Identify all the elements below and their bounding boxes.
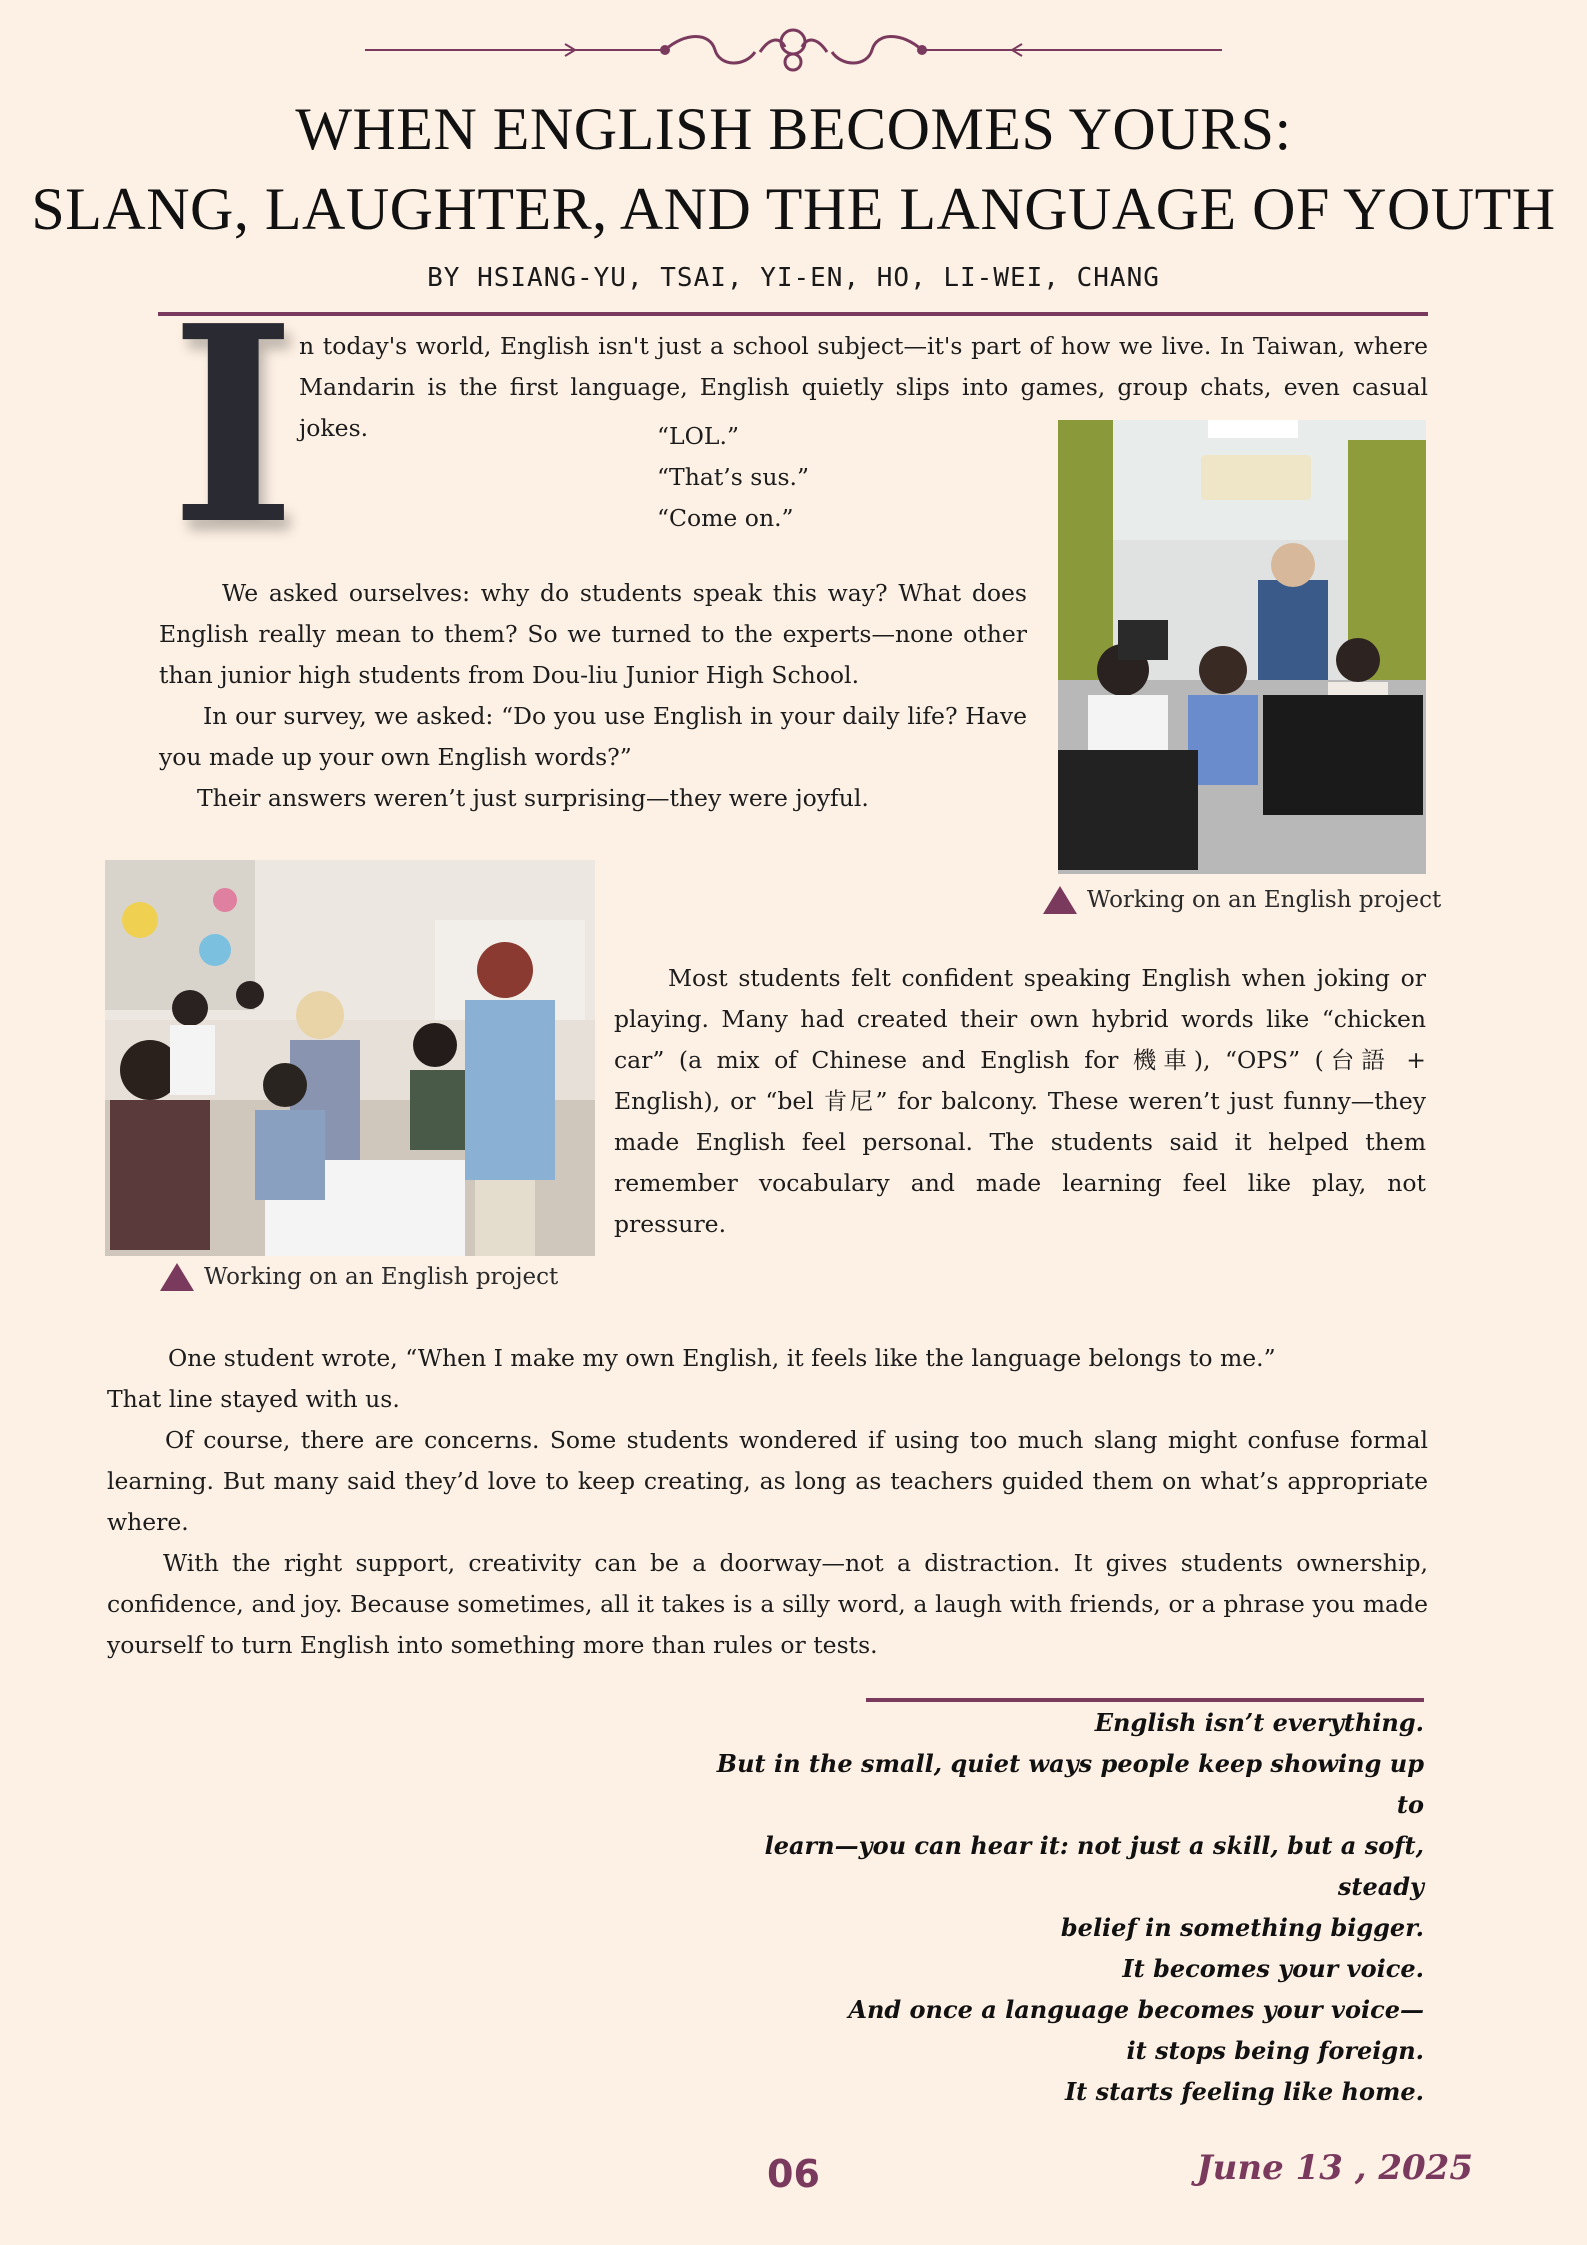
closing-line-5: It becomes your voice. — [1122, 1954, 1424, 1983]
drop-cap: I — [170, 266, 297, 584]
closing-line-8: It starts feeling like home. — [1064, 2077, 1424, 2106]
quote-sus: “That’s sus.” — [657, 463, 810, 491]
photo-group-image — [105, 860, 595, 1256]
ornament-divider — [365, 22, 1222, 82]
photo-group — [105, 860, 595, 1256]
intro-line-3: jokes. — [299, 414, 369, 442]
closing-line-2: But in the small, quiet ways people keep showing up to — [716, 1749, 1424, 1819]
byline: BY HSIANG-YU, TSAI, YI-EN, HO, LI-WEI, CHANG — [427, 263, 1160, 293]
slang-quotes — [657, 416, 957, 539]
paragraph-3: Their answers weren’t just surprising—they were joyful. — [197, 784, 869, 812]
paragraph-2: In our survey, we asked: “Do you use English in your daily life? Have you made up your own English words?” — [159, 702, 1027, 771]
page-number: 06 — [767, 2152, 820, 2196]
photo-classroom-caption: Working on an English project — [1087, 887, 1442, 913]
paragraph-4: Most students felt confident speaking English when joking or playing. Many had created their own hybrid words like “chicken car” (a mix of Chinese and English for 機車), “OPS” (台語 + English), or “bel 肯尼” for balcony. These weren’t just funny—they made English feel personal. The students said it helped them remember vocabulary and made learning feel like play, not pressure. — [614, 964, 1426, 1238]
quote-come-on: “Come on.” — [657, 504, 794, 532]
paragraph-5: One student wrote, “When I make my own English, it feels like the language belongs to me.” — [168, 1344, 1276, 1372]
paragraph-5b: That line stayed with us. — [107, 1385, 400, 1413]
issue-date: June 13 , 2025 — [1196, 2148, 1473, 2188]
closing-statement — [704, 1702, 1424, 2112]
photo-classroom-image — [1058, 420, 1426, 874]
closing-line-3: learn—you can hear it: not just a skill, but a soft, steady — [764, 1831, 1424, 1901]
paragraph-6: Of course, there are concerns. Some students wondered if using too much slang might confuse formal learning. But many said they’d love to keep creating, as long as teachers guided them on what’s appropriate where. — [107, 1426, 1428, 1536]
triangle-icon — [1043, 886, 1077, 914]
full-width-text — [107, 1338, 1428, 1666]
quote-lol: “LOL.” — [657, 422, 739, 450]
closing-line-1: English isn’t everything. — [1094, 1708, 1424, 1737]
photo-group-caption: Working on an English project — [204, 1264, 559, 1290]
paragraph-1: We asked ourselves: why do students speak this way? What does English really mean to them? So we turned to the experts—none other than junior high students from Dou-liu Junior High School. — [159, 579, 1027, 689]
intro-line-1: n today's world, English isn't just a school subject—it's part of how we live. In Taiwan, where — [299, 332, 1428, 360]
title-line-2: SLANG, LAUGHTER, AND THE LANGUAGE OF YOUTH — [31, 176, 1556, 242]
intro-line-2: Mandarin is the first language, English quietly slips into games, group chats, even casual — [299, 373, 1428, 401]
closing-line-7: it stops being foreign. — [1126, 2036, 1424, 2065]
closing-line-4: belief in something bigger. — [1060, 1913, 1424, 1942]
triangle-icon — [160, 1263, 194, 1291]
left-column-text — [159, 573, 1027, 819]
paragraph-7: With the right support, creativity can be a doorway—not a distraction. It gives students ownership, confidence, and joy. Because sometimes, all it takes is a silly word, a laugh with friends, or a phrase you made yourself to turn English into something more than rules or tests. — [107, 1549, 1428, 1659]
photo-classroom-caption-row — [1043, 886, 1441, 914]
photo-group-caption-row — [160, 1263, 558, 1291]
closing-line-6: And once a language becomes your voice— — [848, 1995, 1424, 2024]
title-line-1: WHEN ENGLISH BECOMES YOURS: — [295, 96, 1292, 162]
photo-classroom — [1058, 420, 1426, 874]
title-rule — [158, 312, 1428, 316]
